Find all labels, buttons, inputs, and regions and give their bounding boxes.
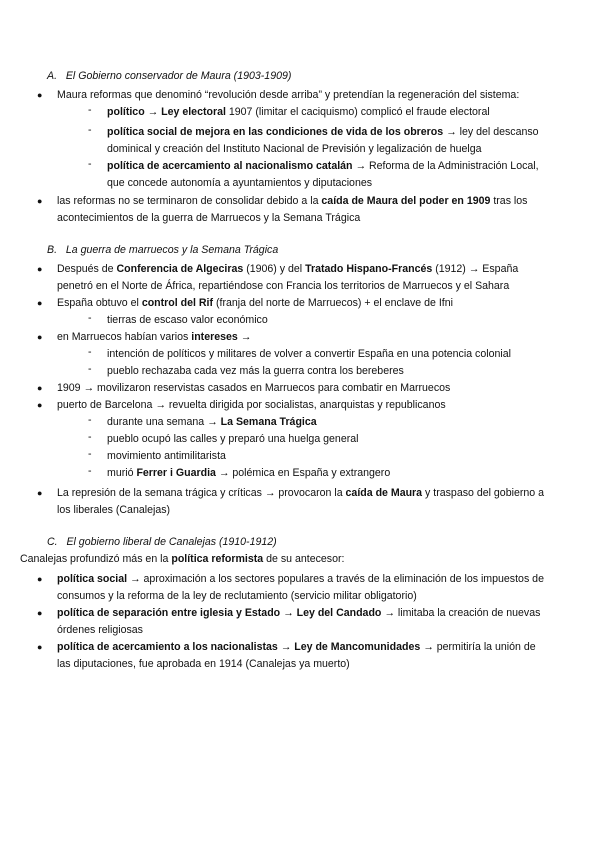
section-a-letter: A. [47,70,58,82]
dash-icon: - [88,465,92,477]
bold-text: caída de Maura del poder en 1909 [321,195,491,207]
list-item [57,571,544,588]
bold-text: Ferrer i Guardia [136,467,216,479]
bold-text: control del Rif [141,297,214,309]
dash-icon: - [88,414,92,426]
list-item [57,485,544,502]
list-item-continuation [57,502,170,519]
list-item-text: → [237,331,252,343]
sub-item [107,346,511,363]
bold-text: política social [57,573,128,585]
bold-text: Tratado Hispano-Francés [305,263,433,275]
dash-icon: - [88,346,92,358]
sub-item [107,363,404,380]
list-item-text: 1909 → movilizaron reservistas casados en Marruecos para combatir en Marruecos [57,382,451,394]
sub-item [107,431,359,448]
dash-icon: - [88,431,92,443]
list-item-text: → limitaba la creación de nuevas [381,607,541,619]
dash-icon: - [88,448,92,460]
section-a-title: El Gobierno conservador de Maura (1903-1909) [65,70,292,82]
section-c-letter: C. [47,536,58,548]
list-item-continuation [57,656,350,673]
sub-item [107,124,539,141]
sub-item-continuation [107,175,372,192]
list-item-continuation [57,588,417,605]
list-item-text: La represión de la semana trágica y críticas → provocaron la [57,487,346,499]
sub-item-text: pueblo rechazaba cada vez más la guerra contra los bereberes [107,365,404,377]
list-item-text: → permitiría la unión de [420,641,536,653]
list-item [57,397,446,414]
list-item-text: las diputaciones, fue aprobada en 1914 (Canalejas ya muerto) [57,658,350,670]
bold-text: político → Ley electoral [107,106,226,118]
list-item-text: Después de [57,263,117,275]
sub-item-text: movimiento antimilitarista [107,450,226,462]
sub-item-text: 1907 (limitar el caciquismo) complicó el fraude electoral [225,106,490,118]
list-item-text: (franja del norte de Marruecos) + el enclave de Ifni [213,297,453,309]
bullet-icon: ● [37,264,43,274]
list-item-text: Maura reformas que denominó “revolución desde arriba” y pretendían la regeneración del sistema: [57,89,520,101]
list-item [57,87,519,104]
dash-icon: - [88,363,92,375]
intro-paragraph [20,551,344,568]
bullet-icon: ● [37,196,43,206]
paragraph-text: de su antecesor: [263,553,345,565]
list-item-text: consumos y la reforma de la ley de reclutamiento (servicio militar obligatorio) [57,590,417,602]
list-item-text: y traspaso del gobierno a [422,487,544,499]
sub-item-text: dominical y creación del Instituto Nacional de Previsión y legalización de huelga [107,143,482,155]
bold-text: Conferencia de Algeciras [116,263,244,275]
list-item-text: (1912) → España [432,263,519,275]
bullet-icon: ● [37,488,43,498]
bullet-icon: ● [37,400,43,410]
bold-text: La Semana Trágica [220,416,317,428]
section-b-title: La guerra de marruecos y la Semana Trágica [65,244,279,256]
sub-item-text: → polémica en España y extrangero [215,467,391,479]
sub-item-text: murió [107,467,137,479]
list-item [57,605,540,622]
dash-icon: - [88,312,92,324]
section-b-heading [47,244,278,256]
bullet-icon: ● [37,332,43,342]
sub-item [107,465,390,482]
list-item-continuation [57,278,509,295]
bold-text: política de acercamiento al nacionalismo catalán [107,160,353,172]
section-a-heading [47,70,291,82]
bullet-icon: ● [37,642,43,652]
list-item [57,295,453,312]
list-item [57,193,527,210]
sub-item-continuation [107,141,482,158]
bullet-icon: ● [37,383,43,393]
list-item [57,329,251,346]
bold-text: intereses [191,331,238,343]
list-item-continuation [57,210,360,227]
bold-text: caída de Maura [345,487,423,499]
paragraph-text: Canalejas profundizó más en la [20,553,172,565]
list-item [57,380,450,397]
sub-item-text: → ley del descanso [443,126,539,138]
section-c-heading [47,536,277,548]
bullet-icon: ● [37,574,43,584]
dash-icon: - [88,104,92,116]
list-item [57,261,518,278]
list-item-text: acontecimientos de la guerra de Marruecos y la Semana Trágica [57,212,361,224]
sub-item-text: intención de políticos y militares de volver a convertir España en una potencia colonial [107,348,511,360]
section-c-title: El gobierno liberal de Canalejas (1910-1912) [66,536,277,548]
dash-icon: - [88,158,92,170]
sub-item-text: tierras de escaso valor económico [107,314,268,326]
list-item-text: → aproximación a los sectores populares a través de la eliminación de los impuestos de [127,573,544,585]
list-item-text: penetró en el Norte de África, repartiéndose con Francia los territorios de Marruecos y el Sahara [57,280,510,292]
bold-text: política de acercamiento a los nacionalistas → Ley de Mancomunidades [57,641,421,653]
sub-item [107,448,226,465]
list-item-text: (1906) y del [243,263,306,275]
dash-icon: - [88,124,92,136]
sub-item [107,414,317,431]
list-item-text: tras los [490,195,528,207]
list-item-continuation [57,622,143,639]
list-item [57,639,536,656]
list-item-text: puerto de Barcelona → revuelta dirigida por socialistas, anarquistas y republicanos [57,399,446,411]
section-b-letter: B. [47,244,58,256]
bold-text: política de separación entre iglesia y Estado → Ley del Candado [57,607,382,619]
sub-item [107,104,490,121]
bullet-icon: ● [37,608,43,618]
sub-item-text: pueblo ocupó las calles y preparó una huelga general [107,433,359,445]
sub-item [107,312,268,329]
sub-item [107,158,539,175]
bold-text: política social de mejora en las condiciones de vida de los obreros [107,126,444,138]
list-item-text: los liberales (Canalejas) [57,504,171,516]
bold-text: política reformista [171,553,264,565]
list-item-text: órdenes religiosas [57,624,143,636]
list-item-text: las reformas no se terminaron de consolidar debido a la [57,195,322,207]
list-item-text: España obtuvo el [57,297,142,309]
list-item-text: en Marruecos habían varios [57,331,192,343]
sub-item-text: → Reforma de la Administración Local, [352,160,539,172]
bullet-icon: ● [37,298,43,308]
bullet-icon: ● [37,90,43,100]
sub-item-text: que concede autonomía a ayuntamientos y diputaciones [107,177,373,189]
sub-item-text: durante una semana → [107,416,221,428]
